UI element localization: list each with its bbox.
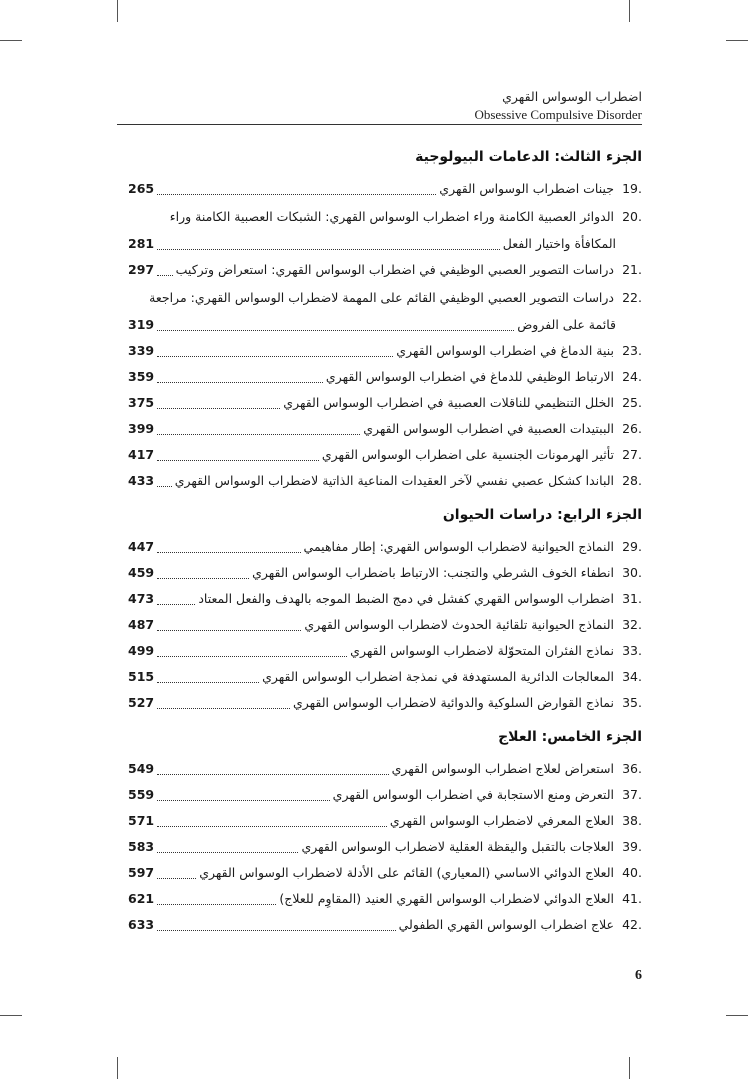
chapter-title: استعراض لعلاج اضطراب الوسواس القهري (391, 761, 614, 776)
toc-entry[interactable] (128, 176, 642, 202)
chapter-page: 319 (128, 317, 155, 332)
toc-entry[interactable] (128, 690, 642, 716)
toc-entry[interactable] (128, 338, 642, 364)
part-title: الجزء الرابع: دراسات الحيوان (442, 507, 642, 523)
dot-leader (157, 912, 396, 931)
dot-leader (157, 808, 387, 827)
toc-entry[interactable] (128, 257, 642, 283)
chapter-page: 633 (128, 917, 155, 932)
toc-entry[interactable] (128, 442, 642, 468)
chapter-page: 499 (128, 643, 155, 658)
chapter-number: 19. (622, 181, 642, 196)
chapter-page: 399 (128, 421, 155, 436)
chapter-number: 25. (622, 395, 642, 410)
toc-entry[interactable] (128, 782, 642, 808)
dot-leader (157, 860, 196, 879)
chapter-page: 339 (128, 343, 155, 358)
dot-leader (157, 338, 393, 357)
chapter-number: 37. (622, 787, 642, 802)
chapter-title: الدوائر العصبية الكامنة وراء اضطراب الوسواس القهري: الشبكات العصبية الكامنة وراء (169, 209, 614, 224)
toc-entry[interactable] (128, 834, 642, 860)
chapter-number: 35. (622, 695, 642, 710)
chapter-title: جينات اضطراب الوسواس القهري (439, 181, 614, 196)
chapter-number: 23. (622, 343, 642, 358)
header-rule (117, 124, 642, 125)
crop-mark (117, 0, 118, 22)
crop-mark (629, 1057, 630, 1079)
dot-leader (157, 312, 514, 331)
chapter-title: العلاج الدوائي لاضطراب الوسواس القهري العنيد (المقاوِم للعلاج) (279, 891, 614, 906)
toc-entry[interactable] (128, 886, 642, 912)
dot-leader (157, 638, 347, 657)
toc-entry[interactable] (128, 416, 642, 442)
chapter-number: 41. (622, 891, 642, 906)
toc-entry[interactable] (128, 202, 642, 231)
toc-entry[interactable] (128, 586, 642, 612)
chapter-title: تأثير الهرمونات الجنسية على اضطراب الوسواس القهري (321, 447, 614, 462)
chapter-page: 447 (128, 539, 155, 554)
chapter-title: العلاج المعرفي لاضطراب الوسواس القهري (389, 813, 614, 828)
chapter-title: بنية الدماغ في اضطراب الوسواس القهري (396, 343, 614, 358)
chapter-title: انطفاء الخوف الشرطي والتجنب: الارتباط باضطراب الوسواس القهري (252, 565, 614, 580)
dot-leader (157, 390, 280, 409)
dot-leader (157, 664, 259, 683)
chapter-title: التعرض ومنع الاستجابة في اضطراب الوسواس القهري (332, 787, 614, 802)
crop-mark (0, 1015, 22, 1016)
dot-leader (157, 231, 500, 250)
chapter-title: النماذج الحيوانية تلقائية الحدوث لاضطراب الوسواس القهري (304, 617, 614, 632)
toc-entry[interactable] (128, 912, 642, 938)
dot-leader (157, 468, 172, 487)
chapter-page: 487 (128, 617, 155, 632)
chapter-number: 32. (622, 617, 642, 632)
toc-entry[interactable] (128, 390, 642, 416)
dot-leader (157, 416, 360, 435)
dot-leader (157, 782, 330, 801)
dot-leader (157, 257, 173, 276)
chapter-number: 27. (622, 447, 642, 462)
dot-leader (157, 586, 195, 605)
toc-entry[interactable] (128, 283, 642, 312)
chapter-number: 38. (622, 813, 642, 828)
chapter-number: 30. (622, 565, 642, 580)
chapter-page: 297 (128, 262, 155, 277)
chapter-number: 28. (622, 473, 642, 488)
chapter-number: 39. (622, 839, 642, 854)
chapter-page: 281 (128, 236, 155, 251)
crop-mark (117, 1057, 118, 1079)
chapter-title: دراسات التصوير العصبي الوظيفي في اضطراب الوسواس القهري: استعراض وتركيب (175, 262, 614, 277)
header-english-title: Obsessive Compulsive Disorder (474, 107, 642, 122)
chapter-number: 20. (622, 209, 642, 224)
chapter-number: 24. (622, 369, 642, 384)
chapter-number: 21. (622, 262, 642, 277)
chapter-page: 515 (128, 669, 155, 684)
running-header (242, 88, 642, 123)
dot-leader (157, 176, 436, 195)
dot-leader (157, 690, 290, 709)
dot-leader (157, 834, 298, 853)
chapter-title: الباندا كشكل عصبي نفسي لآخر العقيدات المناعية الذاتية لاضطراب الوسواس القهري (174, 473, 614, 488)
chapter-title-continuation: قائمة على الفروض (517, 317, 616, 332)
dot-leader (157, 560, 249, 579)
dot-leader (157, 534, 300, 553)
chapter-title: المعالجات الدائرية المستهدفة في نمذجة اضطراب الوسواس القهري (262, 669, 614, 684)
chapter-title: الببتيدات العصبية في اضطراب الوسواس القهري (363, 421, 614, 436)
chapter-page: 359 (128, 369, 155, 384)
page-number: 6 (635, 968, 642, 983)
table-of-contents (128, 142, 642, 938)
crop-mark (726, 40, 748, 41)
part-title: الجزء الثالث: الدعامات البيولوجية (415, 149, 642, 165)
toc-entry[interactable] (128, 756, 642, 782)
chapter-number: 31. (622, 591, 642, 606)
crop-mark (629, 0, 630, 22)
crop-mark (0, 40, 22, 41)
chapter-title: الارتباط الوظيفي للدماغ في اضطراب الوسواس القهري (325, 369, 614, 384)
toc-entry[interactable] (128, 468, 642, 494)
dot-leader (157, 756, 388, 775)
dot-leader (157, 612, 301, 631)
chapter-number: 33. (622, 643, 642, 658)
chapter-title: نماذج القوارض السلوكية والدوائية لاضطراب الوسواس القهري (292, 695, 614, 710)
chapter-title: الخلل التنظيمي للناقلات العصبية في اضطراب الوسواس القهري (283, 395, 614, 410)
chapter-number: 26. (622, 421, 642, 436)
toc-entry[interactable] (128, 534, 642, 560)
chapter-page: 559 (128, 787, 155, 802)
dot-leader (157, 886, 276, 905)
toc-entry[interactable] (128, 808, 642, 834)
chapter-number: 42. (622, 917, 642, 932)
chapter-page: 433 (128, 473, 155, 488)
chapter-number: 29. (622, 539, 642, 554)
chapter-number: 34. (622, 669, 642, 684)
chapter-number: 22. (622, 290, 642, 305)
chapter-page: 417 (128, 447, 155, 462)
chapter-page: 571 (128, 813, 155, 828)
toc-entry[interactable] (128, 560, 642, 586)
chapter-title: النماذج الحيوانية لاضطراب الوسواس القهري: إطار مفاهيمي (303, 539, 614, 554)
chapter-number: 40. (622, 865, 642, 880)
chapter-title: العلاجات بالتقبل واليقظة العقلية لاضطراب الوسواس القهري (301, 839, 614, 854)
chapter-page: 583 (128, 839, 155, 854)
chapter-page: 621 (128, 891, 155, 906)
toc-entry[interactable] (128, 612, 642, 638)
chapter-title: العلاج الدوائي الاساسي (المعياري) القائم على الأدلة لاضطراب الوسواس القهري (199, 865, 614, 880)
toc-entry-continuation[interactable] (128, 231, 642, 257)
dot-leader (157, 442, 319, 461)
chapter-page: 375 (128, 395, 155, 410)
part-title: الجزء الخامس: العلاج (498, 729, 642, 745)
chapter-title: اضطراب الوسواس القهري كفشل في دمج الضبط الموجه بالهدف والفعل المعتاد (198, 591, 614, 606)
chapter-title-continuation: المكافأة واختيار الفعل (502, 236, 616, 251)
chapter-title: علاج اضطراب الوسواس القهري الطفولي (398, 917, 614, 932)
chapter-title: دراسات التصوير العصبي الوظيفي القائم على المهمة لاضطراب الوسواس القهري: مراجعة (149, 290, 614, 305)
toc-entry[interactable] (128, 638, 642, 664)
chapter-page: 265 (128, 181, 155, 196)
toc-entry[interactable] (128, 860, 642, 886)
chapter-page: 597 (128, 865, 155, 880)
crop-mark (726, 1015, 748, 1016)
toc-entry[interactable] (128, 664, 642, 690)
header-arabic-title: اضطراب الوسواس القهري (502, 89, 642, 104)
chapter-page: 549 (128, 761, 155, 776)
toc-entry-continuation[interactable] (128, 312, 642, 338)
chapter-number: 36. (622, 761, 642, 776)
toc-entry[interactable] (128, 364, 642, 390)
chapter-title: نماذج الفئران المتحوّلة لاضطراب الوسواس القهري (350, 643, 614, 658)
chapter-page: 459 (128, 565, 155, 580)
chapter-page: 527 (128, 695, 155, 710)
dot-leader (157, 364, 323, 383)
chapter-page: 473 (128, 591, 155, 606)
